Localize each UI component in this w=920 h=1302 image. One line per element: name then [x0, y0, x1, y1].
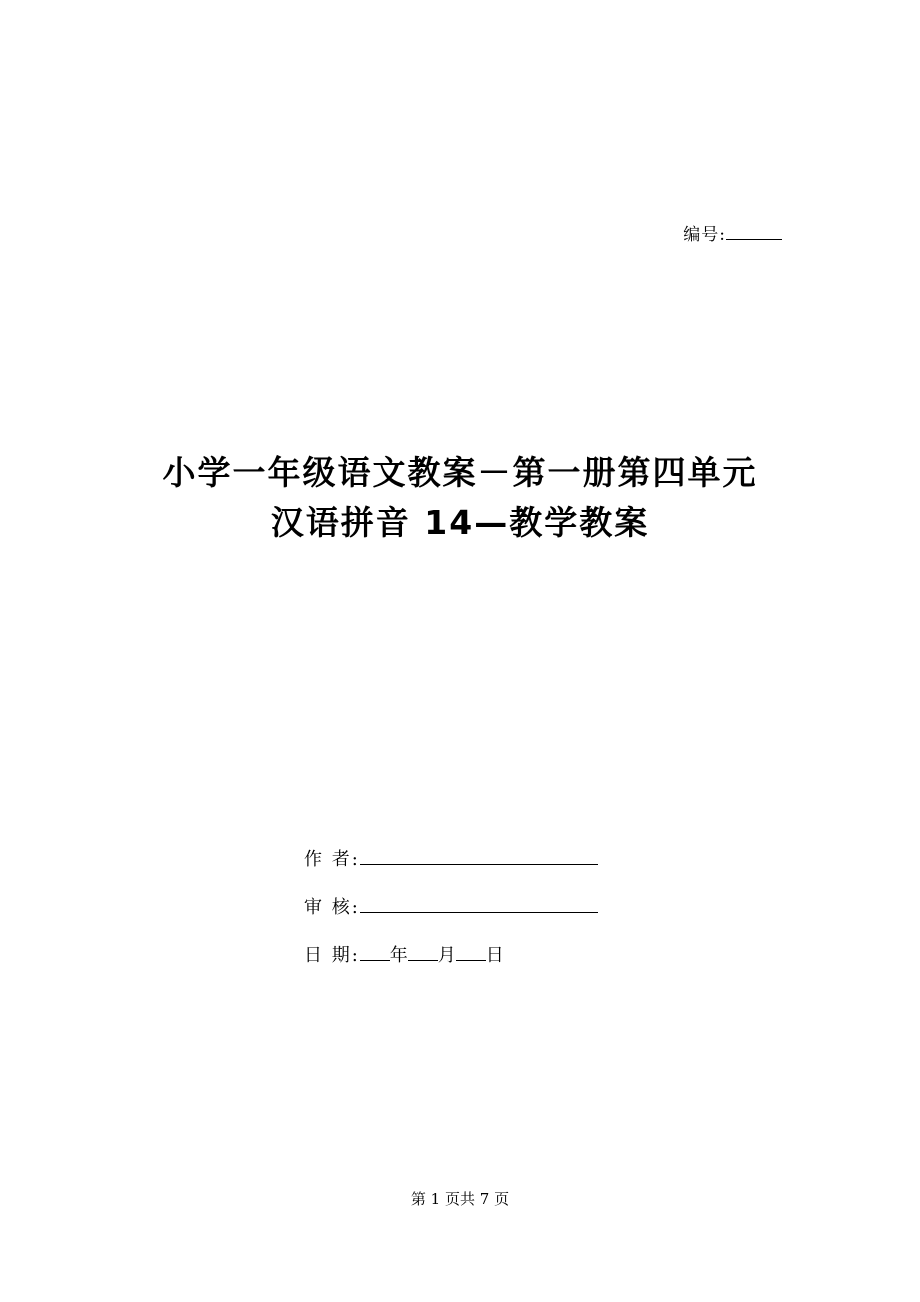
reviewer-label: 审 核: [304, 897, 360, 918]
title-line-2: 汉语拼音 14—教学教案 [270, 503, 650, 542]
month-blank-line [408, 942, 438, 961]
page-indicator: 第 1 页共 7 页 [410, 1190, 510, 1208]
month-unit: 月 [437, 945, 456, 966]
author-label: 作 者: [304, 849, 360, 870]
day-unit: 日 [485, 945, 504, 966]
reviewer-blank-line [360, 894, 598, 913]
year-unit: 年 [389, 945, 408, 966]
reviewer-row [304, 894, 598, 942]
serial-number [683, 220, 782, 245]
document-meta [304, 846, 598, 990]
day-blank-line [456, 942, 486, 961]
author-blank-line [360, 846, 598, 865]
year-blank-line [360, 942, 390, 961]
serial-blank-line [726, 223, 782, 240]
author-row [304, 846, 598, 894]
date-label: 日 期: [304, 945, 360, 966]
document-title [0, 448, 920, 548]
date-row [304, 942, 598, 990]
serial-label: 编号: [683, 225, 726, 245]
title-line-1: 小学一年级语文教案－第一册第四单元 [162, 453, 758, 492]
